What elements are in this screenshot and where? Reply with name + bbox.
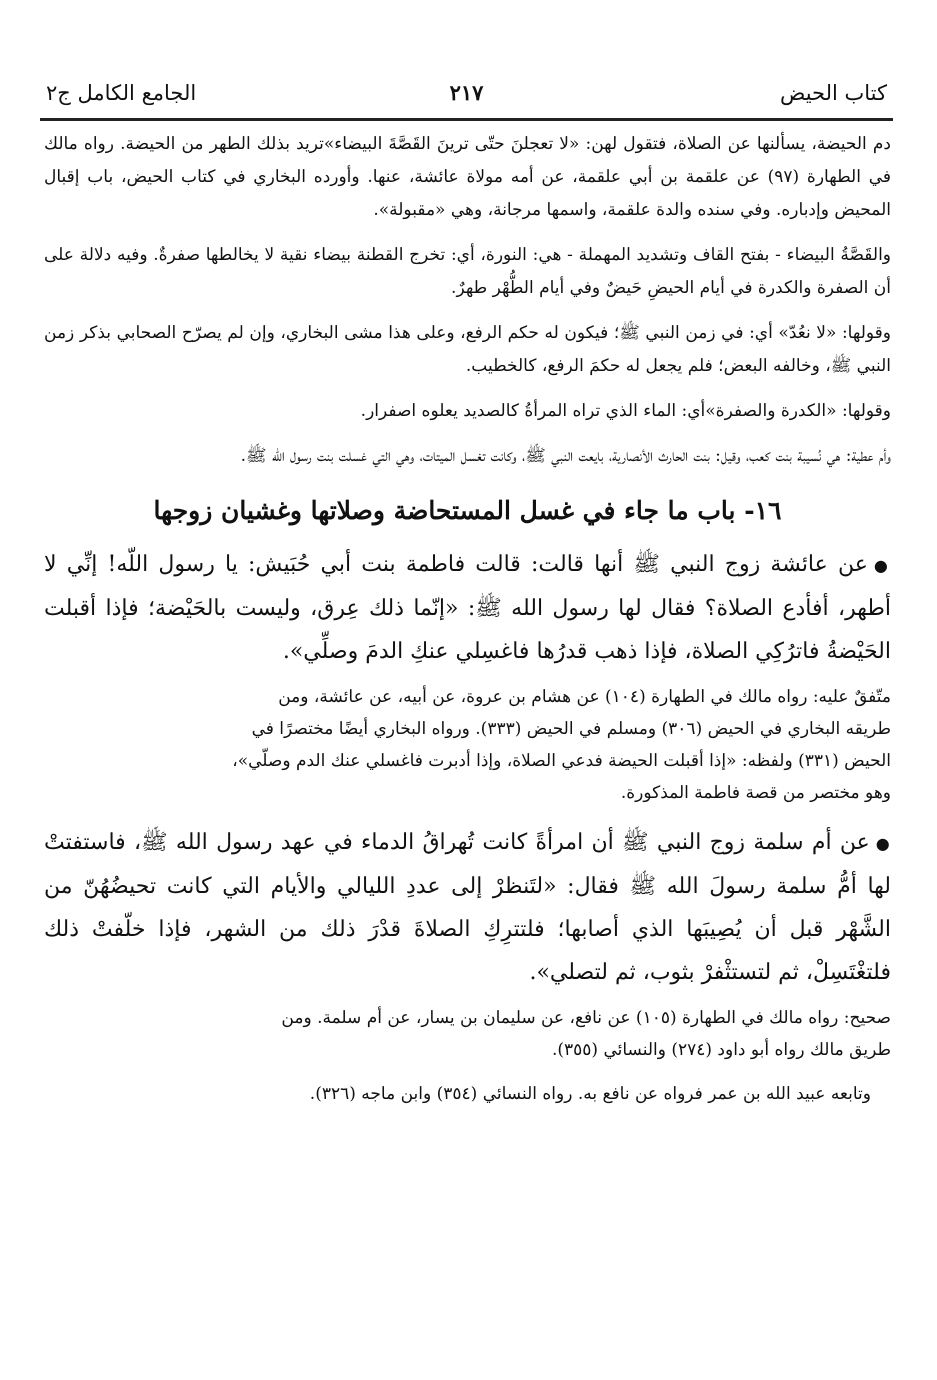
hadith-2-takhrij <box>44 1002 891 1066</box>
bullet-icon: ● <box>873 556 891 575</box>
book-title: كتاب الحيض <box>779 81 887 105</box>
footnote-paragraph-5: وأم عطية: هي نُسيبة بنت كعب، وقيل: بنت الحارث الأنصارية، بايعت النبي ﷺ، وكانت تغسل الميتات، وهي التي غسلت بنت رسول الله ﷺ. <box>240 446 891 466</box>
running-header <box>40 70 893 116</box>
takhrij-line: طريق مالك رواه أبو داود (٢٧٤) والنسائي (٣٥٥). <box>551 1040 891 1060</box>
takhrij-line: صحيح: رواه مالك في الطهارة (١٠٥) عن نافع، عن سليمان بن يسار، عن أم سلمة. ومن <box>281 1008 891 1028</box>
hadith-2 <box>44 821 891 994</box>
page-number: ٢١٧ <box>449 80 484 105</box>
hadith-2-mutabaa: وتابعه عبيد الله بن عمر فرواه عن نافع به. رواه النسائي (٣٥٤) وابن ماجه (٣٢٦). <box>309 1084 871 1104</box>
takhrij-line: طريقه البخاري في الحيض (٣٠٦) ومسلم في الحيض (٣٣٣). ورواه البخاري أيضًا مختصرًا في <box>251 719 891 739</box>
header-rule <box>40 118 893 121</box>
takhrij-line: وهو مختصر من قصة فاطمة المذكورة. <box>620 783 891 803</box>
hadith-1-takhrij <box>44 681 891 809</box>
footnote-paragraph-1: دم الحيضة، يسألنها عن الصلاة، فتقول لهن: «لا تعجلنَ حتّى ترينَ القَصَّةَ البيضاء»تريد بذلك الطهر من الحيضة. رواه مالك في الطهارة (٩٧) عن علقمة بن أبي علقمة، عن أمه مولاة عائشة، عنها. وأورده البخاري في كتاب الحيض، باب إقبال المحيض وإدباره. وفي سنده والدة علقمة، واسمها مرجانة، وهي «مقبولة». <box>44 134 891 220</box>
footnote-paragraph-4: وقولها: «الكدرة والصفرة»أي: الماء الذي تراه المرأةُ كالصديد يعلوه اصفرار. <box>360 401 891 421</box>
takhrij-line: متّفقٌ عليه: رواه مالك في الطهارة (١٠٤) عن هشام بن عروة، عن أبيه، عن عائشة، ومن <box>278 687 891 707</box>
chapter-heading: ١٦- باب ما جاء في غسل المستحاضة وصلاتها وغشيان زوجها <box>153 496 782 525</box>
footnote-paragraph-2: والقَصَّةُ البيضاء - بفتح القاف وتشديد المهملة - هي: النورة، أي: تخرج القطنة بيضاء نقية لا يخالطها صفرةٌ. وفيه دلالة على أن الصفرة والكدرة في أيام الحيضِ حَيضٌ وفي أيام الطُّهْر طهرٌ. <box>44 245 891 298</box>
hadith-2-text: عن أم سلمة زوج النبي ﷺ أن امرأةً كانت تُهراقُ الدماء في عهد رسول الله ﷺ، فاستفتتْ لها أمُّ سلمة رسولَ الله ﷺ فقال: «لتَنظرْ إلى عددِ الليالي والأيام التي كانت تحيضُهُنّ من الشَّهْر قبل أن يُصِيبَها الذي أصابها؛ فلتترِكِ الصلاةَ قدْرَ ذلك من الشهر، فإذا خلّفتْ ذلك فلتغْتَسِلْ، ثم لتستثْفرْ بثوب، ثم لتصلي». <box>44 830 891 985</box>
takhrij-line: الحيض (٣٣١) ولفظه: «إذا أقبلت الحيضة فدعي الصلاة، وإذا أدبرت فاغسلي عنك الدم وصلّي»، <box>232 751 891 771</box>
bullet-icon: ● <box>875 834 891 853</box>
footnote-paragraph-3: وقولها: «لا نعُدّ» أي: في زمن النبي ﷺ؛ فيكون له حكم الرفع، وعلى هذا مشى البخاري، وإن لم يصرّح الصحابي بذكر زمن النبي ﷺ، وخالفه البعض؛ فلم يجعل له حكمَ الرفع، كالخطيب. <box>44 323 891 376</box>
hadith-1-text: عن عائشة زوج النبي ﷺ أنها قالت: قالت فاطمة بنت أبي حُبَيش: يا رسول اللّه! إنِّي لا أطهر، أفأدع الصلاة؟ فقال لها رسول الله ﷺ: «إنّما ذلك عِرق، وليست بالحَيْضة؛ فإذا أقبلت الحَيْضةُ فاترُكِي الصلاة، فإذا ذهب قدرُها فاغسِلي عنكِ الدمَ وصلِّي». <box>44 552 891 664</box>
hadith-1 <box>44 543 891 673</box>
volume-title: الجامع الكامل ج٢ <box>46 81 197 105</box>
page-body <box>44 128 891 1123</box>
